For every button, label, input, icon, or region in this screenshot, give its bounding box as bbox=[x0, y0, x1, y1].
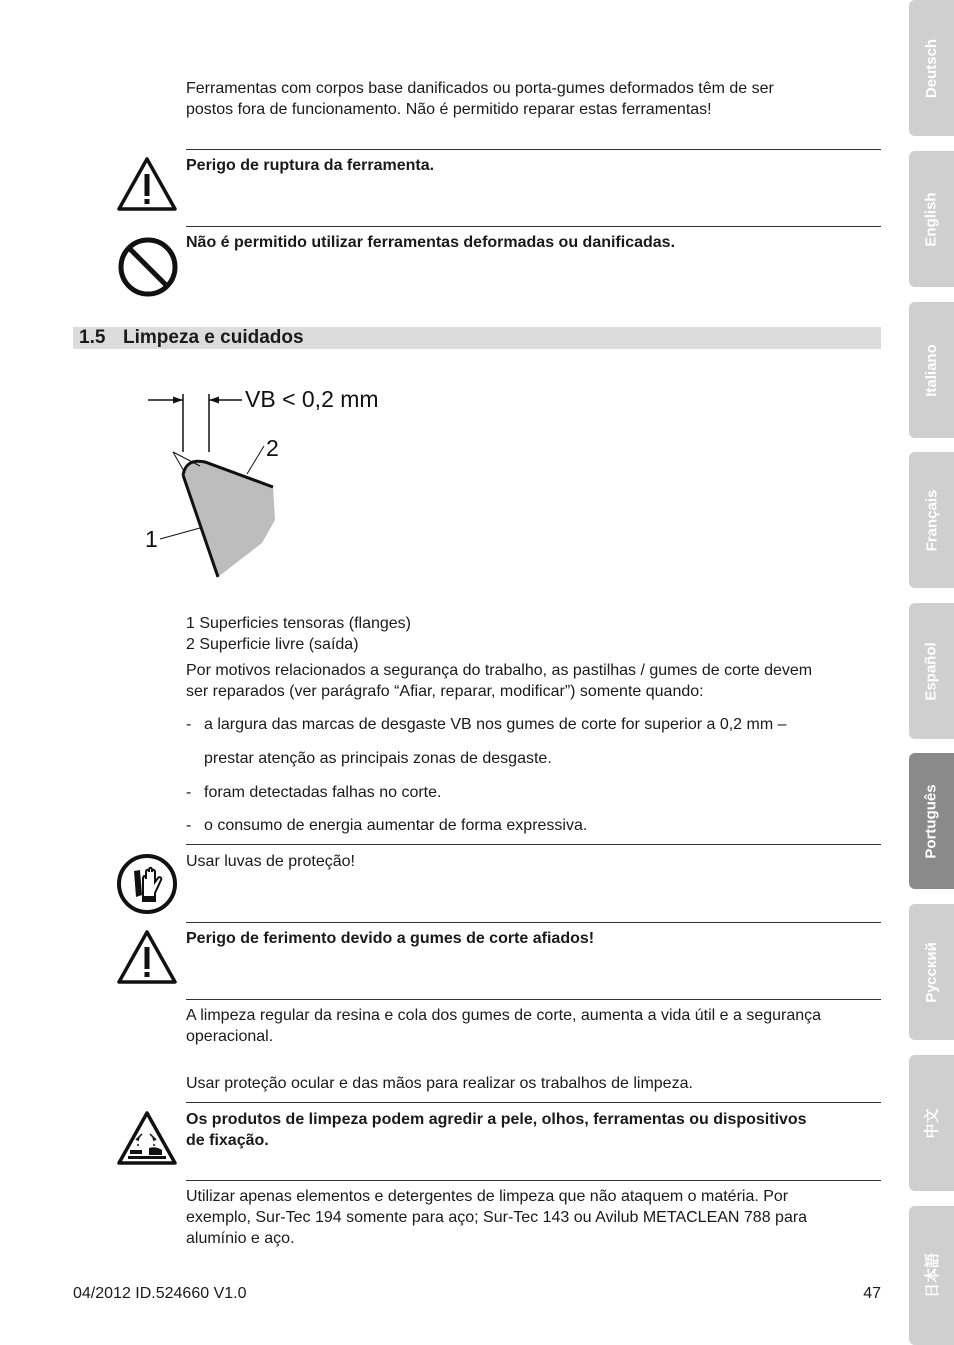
gloves-notice-text: Usar luvas de proteção! bbox=[186, 853, 355, 870]
section-heading bbox=[73, 327, 881, 349]
bullet-item: o consumo de energia aumentar de forma expressiva. bbox=[204, 817, 588, 834]
divider bbox=[186, 844, 881, 845]
tab-language-japanese[interactable] bbox=[909, 1206, 954, 1345]
tab-label: Português bbox=[923, 783, 940, 859]
protection-paragraph: Usar proteção ocular e das mãos para realizar os trabalhos de limpeza. bbox=[186, 1075, 693, 1092]
warning-triangle-icon bbox=[116, 929, 178, 985]
tab-label: Русский bbox=[923, 941, 941, 1003]
intro-line: Ferramentas com corpos base danificados ou porta-gumes deformados têm de ser bbox=[186, 80, 774, 97]
tab-label: Français bbox=[923, 489, 941, 551]
footer-doc-id: 04/2012 ID.524660 V1.0 bbox=[73, 1285, 247, 1302]
insert-shape bbox=[183, 461, 275, 577]
final-line: Utilizar apenas elementos e detergentes de limpeza que não ataquem o matéria. Por bbox=[186, 1188, 789, 1205]
reasons-paragraph bbox=[186, 660, 812, 702]
tab-label: Deutsch bbox=[923, 38, 940, 98]
divider bbox=[186, 922, 881, 923]
final-paragraph bbox=[186, 1186, 807, 1249]
bullet-dash: - bbox=[186, 716, 192, 733]
intro-line: postos fora de funcionamento. Não é permitido reparar estas ferramentas! bbox=[186, 101, 712, 118]
warning-chemicals-line: Os produtos de limpeza podem agredir a pele, olhos, ferramentas ou dispositivos bbox=[186, 1111, 807, 1128]
corrosive-hazard-icon bbox=[116, 1110, 178, 1166]
tab-label: English bbox=[923, 191, 941, 247]
tab-language-italiano[interactable] bbox=[909, 302, 954, 438]
tab-language-chinese[interactable] bbox=[909, 1055, 954, 1191]
divider bbox=[186, 226, 881, 227]
bullet-dash: - bbox=[186, 784, 192, 801]
divider bbox=[186, 1180, 881, 1181]
warning-injury-text: Perigo de ferimento devido a gumes de corte afiados! bbox=[186, 930, 595, 947]
cleaning-line: operacional. bbox=[186, 1028, 274, 1045]
warning-prohibited-text: Não é permitido utilizar ferramentas deformadas ou danificadas. bbox=[186, 234, 676, 251]
legend-item: 1 Superficies tensoras (flanges) bbox=[186, 615, 411, 632]
reasons-line: Por motivos relacionados a segurança do trabalho, as pastilhas / gumes de corte devem bbox=[186, 662, 813, 679]
safety-gloves-icon bbox=[116, 853, 178, 915]
cleaning-line: A limpeza regular da resina e cola dos gumes de corte, aumenta a vida útil e a segurança bbox=[186, 1007, 822, 1024]
tab-language-espanol[interactable] bbox=[909, 603, 954, 739]
warning-chemicals-line: de fixação. bbox=[186, 1132, 269, 1149]
tab-label: Italiano bbox=[923, 343, 941, 397]
warning-rupture-text: Perigo de ruptura da ferramenta. bbox=[186, 157, 435, 174]
bullet-item: a largura das marcas de desgaste VB nos gumes de corte for superior a 0,2 mm – bbox=[204, 716, 787, 733]
cleaning-paragraph bbox=[186, 1005, 821, 1047]
divider bbox=[186, 999, 881, 1000]
label-1: 1 bbox=[145, 526, 158, 552]
tab-label: 日本語 bbox=[924, 1252, 942, 1299]
bullet-item-continuation: prestar atenção as principais zonas de desgaste. bbox=[204, 750, 552, 767]
tab-language-deutsch[interactable] bbox=[909, 0, 954, 136]
tab-language-francais[interactable] bbox=[909, 452, 954, 588]
tab-language-russian[interactable] bbox=[909, 904, 954, 1040]
warning-triangle-icon bbox=[116, 156, 178, 212]
label-2: 2 bbox=[266, 435, 279, 461]
bullet-dash: - bbox=[186, 817, 192, 834]
legend-item: 2 Superficie livre (saída) bbox=[186, 636, 359, 653]
warning-chemicals-text bbox=[186, 1109, 807, 1151]
final-line: alumínio e aço. bbox=[186, 1230, 295, 1247]
section-title: Limpeza e cuidados bbox=[123, 327, 304, 348]
tab-language-english[interactable] bbox=[909, 151, 954, 287]
vb-dimension-lines bbox=[148, 394, 242, 452]
intro-paragraph bbox=[186, 78, 774, 120]
diagram-legend bbox=[186, 613, 411, 655]
tab-label: 中文 bbox=[923, 1107, 941, 1139]
section-number: 1.5 bbox=[79, 327, 106, 348]
divider bbox=[186, 1102, 881, 1103]
divider bbox=[186, 149, 881, 150]
bullet-item: foram detectadas falhas no corte. bbox=[204, 784, 442, 801]
tab-language-portugues[interactable] bbox=[909, 753, 954, 889]
reasons-line: ser reparados (ver parágrafo “Afiar, reparar, modificar”) somente quando: bbox=[186, 683, 704, 700]
vb-label: VB < 0,2 mm bbox=[245, 386, 379, 412]
page-number: 47 bbox=[863, 1285, 881, 1302]
cutting-edge-wear-diagram bbox=[140, 380, 420, 590]
tab-label: Español bbox=[923, 641, 941, 701]
prohibition-icon bbox=[117, 236, 179, 298]
final-line: exemplo, Sur-Tec 194 somente para aço; Sur-Tec 143 ou Avilub METACLEAN 788 para bbox=[186, 1209, 808, 1226]
